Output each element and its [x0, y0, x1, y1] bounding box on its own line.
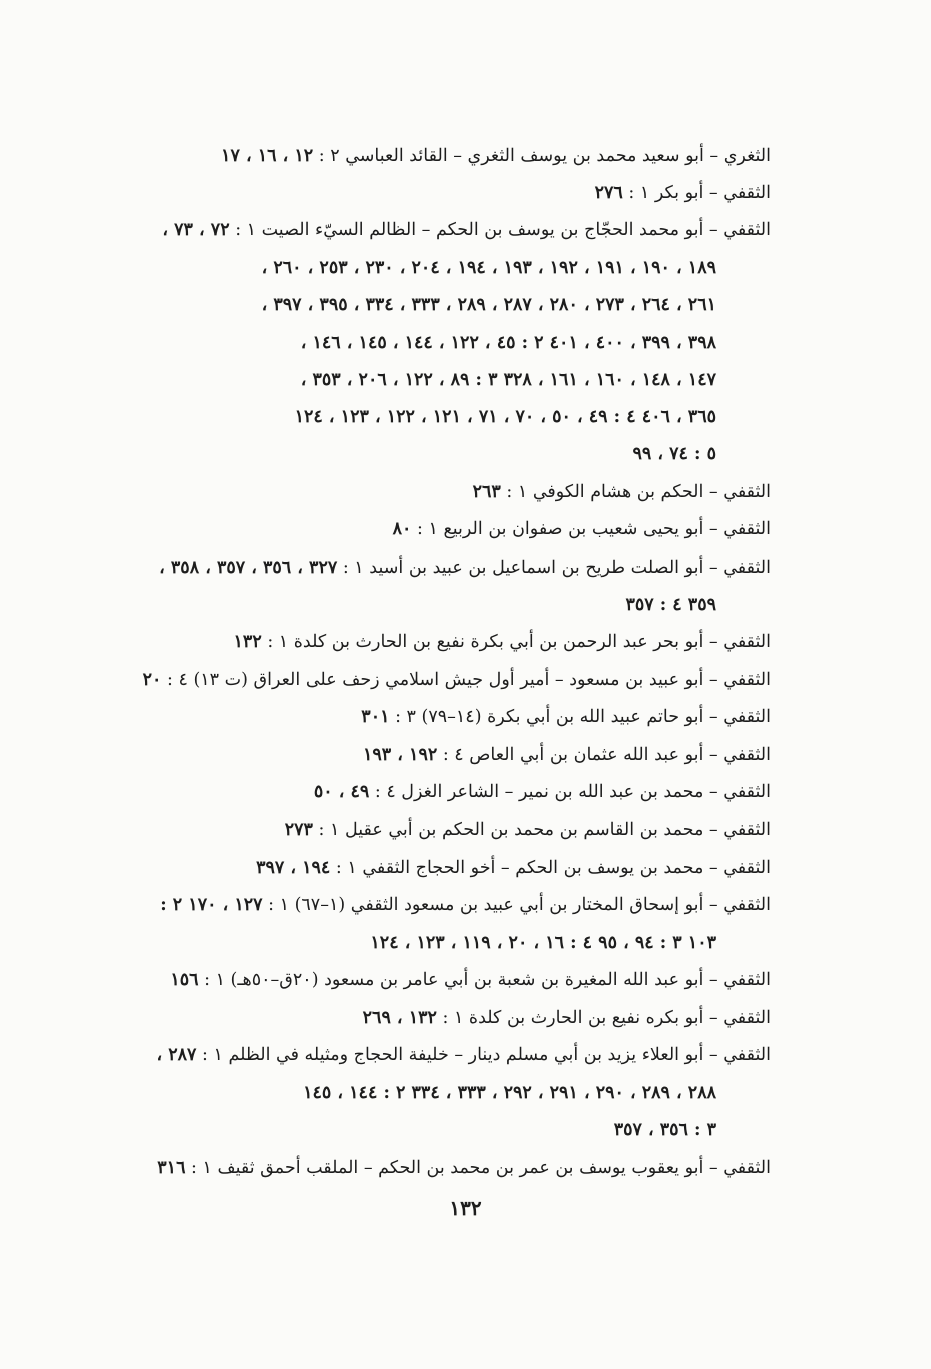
index-entry-muhammad-ibn-yusuf — [256, 856, 771, 880]
entry-pages: ٤٩ ، ٥٠ — [313, 782, 370, 802]
index-entry-continuation — [262, 256, 716, 280]
entry-text: الثقفي – أبو عبيد بن مسعود – أمير أول جيش اسلامي زحف على العراق (ت ١٣) ٤ : — [167, 670, 771, 690]
entry-pages: ٧٢ ، ٧٣ ، — [162, 220, 230, 240]
entry-pages: ٢٨٨ ، ٢٨٩ ، ٢٩٠ ، ٢٩١ ، ٢٩٢ ، ٣٣٣ ، ٣٣٤ ٢ : ١٤٤ ، ١٤٥ — [303, 1083, 716, 1103]
entry-text: الثقفي – محمد بن يوسف بن الحكم – أخو الحجاج الثقفي ١ : — [335, 858, 771, 878]
entry-pages: ١٩٢ ، ١٩٣ — [363, 745, 438, 765]
entry-pages: ٣٩٨ ، ٣٩٩ ، ٤٠٠ ، ٤٠١ ٢ : ٤٥ ، ١٢٢ ، ١٤٤ ، ١٤٥ ، ١٤٦ ، — [300, 333, 716, 353]
index-entry-abd-al-rahman — [234, 630, 771, 654]
entry-pages: ٢٧٣ — [284, 820, 313, 840]
entry-pages: ٣٦٥ ، ٤٠٦ ٤ : ٤٩ ، ٥٠ ، ٧٠ ، ٧١ ، ١٢١ ، ١٢٢ ، ١٢٣ ، ١٢٤ — [294, 407, 716, 427]
entry-pages: ٢٠ — [142, 670, 162, 690]
page-number: ١٣٢ — [449, 1196, 482, 1220]
entry-pages: ٢٦٣ — [472, 482, 501, 502]
index-entry-continuation — [625, 593, 716, 617]
entry-pages: ٣٥٩ ٤ : ٣٥٧ — [625, 595, 716, 615]
entry-pages: ٨٠ — [392, 519, 412, 539]
index-entry-shuayb — [393, 517, 771, 541]
entry-pages: ٣١٦ — [157, 1158, 186, 1178]
index-entry-nufay — [363, 1006, 771, 1030]
index-entry-ubaydullah — [361, 705, 771, 729]
index-entry-thaghri — [221, 144, 771, 168]
index-entry-yazid — [157, 1043, 772, 1067]
index-entry-continuation — [301, 368, 716, 392]
entry-text: الثقفي – أبو بحر عبد الرحمن بن أبي بكرة نفيع بن الحارث بن كلدة ١ : — [267, 632, 771, 652]
index-entry-yusuf-ibn-umar — [157, 1156, 771, 1180]
entry-pages: ١٢٧ ، ١٧٠ ٢ : — [160, 895, 263, 915]
index-entry-hakam — [473, 480, 771, 504]
entry-text: الثقفي – أبو بكر ١ : — [628, 183, 771, 203]
entry-pages: ١٨٩ ، ١٩٠ ، ١٩١ ، ١٩٢ ، ١٩٣ ، ١٩٤ ، ٢٠٤ ، ٢٣٠ ، ٢٥٣ ، ٢٦٠ ، — [261, 258, 716, 278]
entry-text: الثقفي – أبو محمد الحجّاج بن يوسف بن الحكم – الظالم السيّء الصيت ١ : — [235, 220, 771, 240]
entry-text: الثقفي – الحكم بن هشام الكوفي ١ : — [506, 482, 771, 502]
index-entry-continuation — [303, 1081, 716, 1105]
entry-text: الثقفي – أبو حاتم عبيد الله بن أبي بكرة (١٤–٧٩) ٣ : — [395, 707, 771, 727]
entry-pages: ٢٨٧ ، — [156, 1045, 197, 1065]
entry-pages: ٣٠١ — [361, 707, 390, 727]
entry-text: الثقفي – أبو عبد الله المغيرة بن شعبة بن أبي عامر بن مسعود (٢٠ق–٥٠هـ) ١ : — [204, 970, 771, 990]
index-entry-mughira — [170, 968, 771, 992]
index-entry-uthman — [363, 743, 771, 767]
entry-text: الثغري – أبو سعيد محمد بن يوسف الثغري – القائد العباسي ٢ : — [318, 146, 771, 166]
index-entry-continuation — [370, 931, 716, 955]
entry-text: الثقفي – أبو الصلت طريح بن اسماعيل بن عبيد بن أسيد ١ : — [342, 558, 771, 578]
index-entry-ibn-numayr — [314, 780, 771, 804]
entry-pages: ٣٢٧ ، ٣٥٦ ، ٣٥٧ ، ٣٥٨ ، — [159, 558, 338, 578]
index-entry-turayh — [159, 556, 771, 580]
index-entry-ibn-qasim — [285, 818, 771, 842]
entry-text: الثقفي – محمد بن عبد الله بن نمير – الشاعر الغزل ٤ : — [374, 782, 771, 802]
index-entry-abu-bakr — [595, 181, 771, 205]
entry-text: الثقفي – أبو يحيى شعيب بن صفوان بن الربيع ١ : — [417, 519, 771, 539]
index-entry-hajjaj — [162, 218, 771, 242]
index-entry-continuation — [614, 1118, 716, 1142]
entry-pages: ١٣٢ — [233, 632, 262, 652]
index-entry-continuation — [295, 405, 716, 429]
entry-pages: ٢٦١ ، ٢٦٤ ، ٢٧٣ ، ٢٨٠ ، ٢٨٧ ، ٢٨٩ ، ٣٣٣ ، ٣٣٤ ، ٣٩٥ ، ٣٩٧ ، — [261, 295, 716, 315]
entry-pages: ٢٧٦ — [594, 183, 623, 203]
entry-pages: ١٢ ، ١٦ ، ١٧ — [221, 146, 314, 166]
entry-text: الثقفي – أبو بكره نفيع بن الحارث بن كلدة ١ : — [442, 1008, 771, 1028]
entry-text: الثقفي – أبو إسحاق المختار بن أبي عبيد بن مسعود الثقفي (١–٦٧) ١ : — [268, 895, 771, 915]
entry-text: الثقفي – محمد بن القاسم بن محمد بن الحكم بن أبي عقيل ١ : — [318, 820, 771, 840]
index-entry-continuation — [632, 442, 716, 466]
entry-pages: ١٣٢ ، ٢٦٩ — [362, 1008, 437, 1028]
index-entry-abu-ubayd — [143, 668, 771, 692]
entry-pages: ٣ : ٣٥٦ ، ٣٥٧ — [613, 1120, 716, 1140]
entry-text: الثقفي – أبو عبد الله عثمان بن أبي العاص ٤ : — [442, 745, 771, 765]
index-entry-continuation — [262, 293, 716, 317]
entry-pages: ١٥٦ — [170, 970, 199, 990]
entry-pages: ١٤٧ ، ١٤٨ ، ١٦٠ ، ١٦١ ، ٣٢٨ ٣ : ٨٩ ، ١٢٢ ، ٢٠٦ ، ٣٥٣ ، — [300, 370, 716, 390]
entry-pages: ٥ : ٧٤ ، ٩٩ — [632, 444, 716, 464]
entry-pages: ١٩٤ ، ٣٩٧ — [256, 858, 331, 878]
entry-text: الثقفي – أبو يعقوب يوسف بن عمر بن محمد بن الحكم – الملقب أحمق ثقيف ١ : — [191, 1158, 771, 1178]
index-entry-continuation — [301, 331, 716, 355]
entry-pages: ١٠٣ ٣ : ٩٤ ، ٩٥ ٤ : ١٦ ، ٢٠ ، ١١٩ ، ١٢٣ ، ١٢٤ — [370, 933, 716, 953]
entry-text: الثقفي – أبو العلاء يزيد بن أبي مسلم دينار – خليفة الحجاج ومثيله في الظلم ١ : — [202, 1045, 771, 1065]
index-entry-mukhtar — [160, 893, 771, 917]
